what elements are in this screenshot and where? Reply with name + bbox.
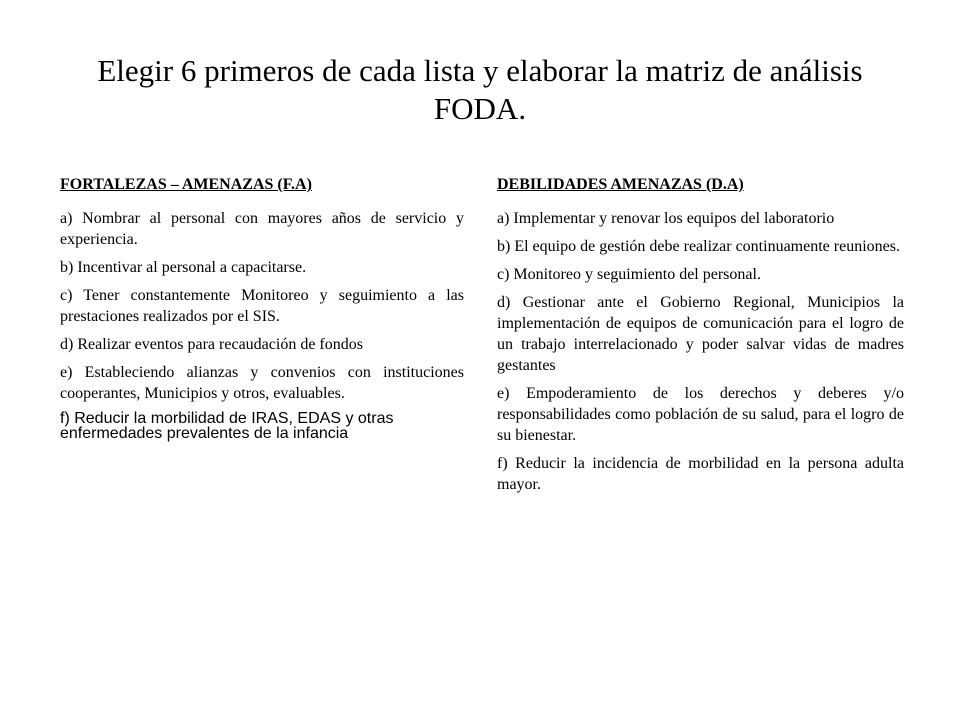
fa-item: f) Reducir la morbilidad de IRAS, EDAS y otras enfermedades prevalentes de la infancia	[60, 410, 394, 442]
da-heading: DEBILIDADES AMENAZAS (D.A)	[497, 176, 744, 193]
fa-item: b) Incentivar al personal a capacitarse.	[60, 259, 307, 276]
fa-item: d) Realizar eventos para recaudación de fondos	[60, 336, 363, 353]
da-item: f) Reducir la incidencia de morbilidad en la persona adulta mayor.	[497, 455, 904, 493]
fa-item: e) Estableciendo alianzas y convenios con instituciones cooperantes, Municipios y otros, evaluables.	[60, 364, 464, 402]
da-item: e) Empoderamiento de los derechos y deberes y/o responsabilidades como población de su salud, para el logro de su bienestar.	[497, 385, 904, 444]
fa-item: a) Nombrar al personal con mayores años de servicio y experiencia.	[60, 210, 464, 248]
fortalezas-amenazas-column	[60, 176, 464, 448]
fa-item: c) Tener constantemente Monitoreo y seguimiento a las prestaciones realizados por el SIS.	[60, 287, 464, 325]
da-item: d) Gestionar ante el Gobierno Regional, Municipios la implementación de equipos de comunicación para el logro de un trabajo interrelacionado y poder salvar vidas de madres gestantes	[497, 294, 904, 374]
slide-title: Elegir 6 primeros de cada lista y elaborar la matriz de análisis FODA.	[97, 53, 863, 126]
da-item: c) Monitoreo y seguimiento del personal.	[497, 266, 761, 283]
da-item: b) El equipo de gestión debe realizar continuamente reuniones.	[497, 238, 900, 255]
debilidades-amenazas-column	[497, 176, 904, 502]
da-item: a) Implementar y renovar los equipos del laboratorio	[497, 210, 835, 227]
fa-heading: FORTALEZAS – AMENAZAS (F.A)	[60, 176, 312, 193]
